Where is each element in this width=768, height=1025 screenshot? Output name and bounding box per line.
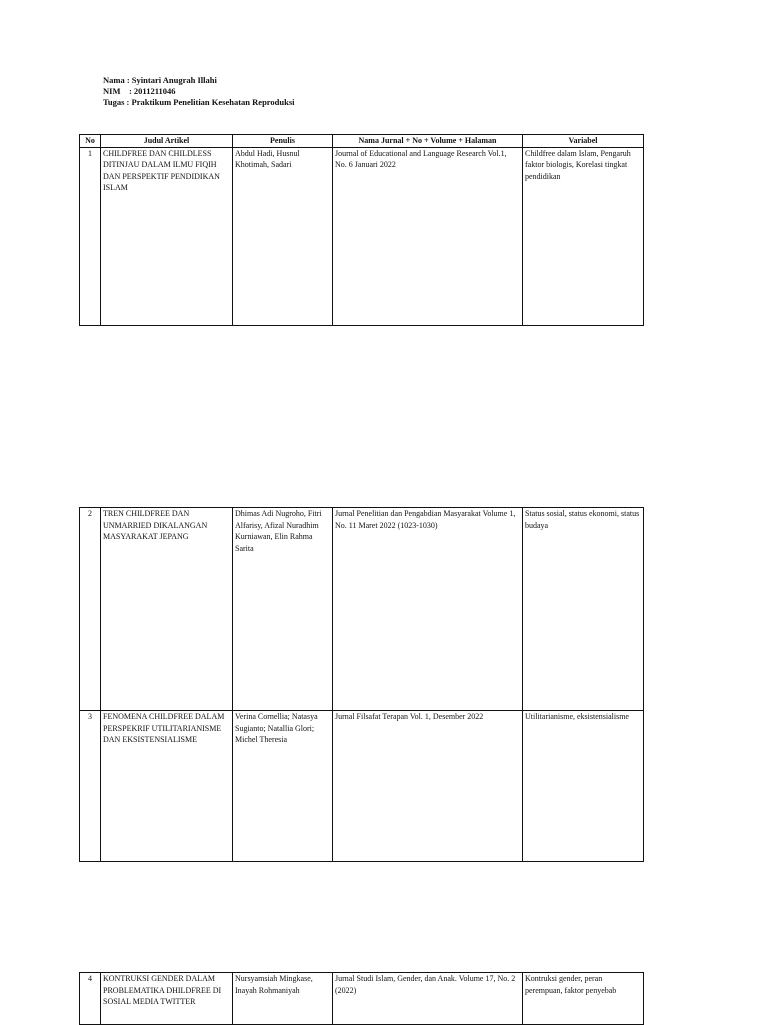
row-penulis: Dhimas Adi Nugroho, Fitri Alfarisy, Afizal Nuradhim Kurniawan, Elin Rahma Sarita	[233, 508, 333, 711]
row-variabel: Kontruksi gender, peran perempuan, faktor penyebab	[523, 973, 644, 1025]
col-header-no: No	[80, 135, 101, 148]
row-judul: CHILDFREE DAN CHILDLESS DITINJAU DALAM ILMU FIQIH DAN PERSPEKTIF PENDIDIKAN ISLAM	[101, 147, 233, 325]
row-jurnal: Jurnal Penelitian dan Pengabdian Masyarakat Volume 1, No. 11 Maret 2022 (1023-1030)	[333, 508, 523, 711]
article-table-block-2	[79, 507, 644, 862]
table-header-row	[80, 135, 644, 148]
row-variabel: Childfree dalam Islam, Pengaruh faktor biologis, Korelasi tingkat pendidikan	[523, 147, 644, 325]
row-no: 4	[80, 973, 101, 1025]
row-no: 2	[80, 508, 101, 711]
col-header-penulis: Penulis	[233, 135, 333, 148]
row-variabel: Utilitarianisme, eksistensialisme	[523, 711, 644, 862]
student-nim: NIM : 2011211046	[103, 86, 176, 96]
row-judul: KONTRUKSI GENDER DALAM PROBLEMATIKA DHILDFREE DI SOSIAL MEDIA TWITTER	[101, 973, 233, 1025]
col-header-judul: Judul Artikel	[101, 135, 233, 148]
row-judul: TREN CHILDFREE DAN UNMARRIED DIKALANGAN MASYARAKAT JEPANG	[101, 508, 233, 711]
article-table-block-3	[79, 972, 644, 1025]
col-header-variabel: Variabel	[523, 135, 644, 148]
row-penulis: Nursyamsiah Mingkase, Inayah Rohmaniyah	[233, 973, 333, 1025]
row-jurnal: Jurnal Filsafat Terapan Vol. 1, Desember 2022	[333, 711, 523, 862]
row-jurnal: Jurnal Studi Islam, Gender, dan Anak. Volume 17, No. 2 (2022)	[333, 973, 523, 1025]
row-penulis: Verina Cornellia; Natasya Sugianto; Natallia Glori; Michel Theresia	[233, 711, 333, 862]
table-row	[80, 508, 644, 711]
row-variabel: Status sosial, status ekonomi, status budaya	[523, 508, 644, 711]
row-no: 1	[80, 147, 101, 325]
table-row	[80, 147, 644, 325]
student-info-header	[103, 75, 295, 108]
row-penulis: Abdul Hadi, Husnul Khotimah, Sadari	[233, 147, 333, 325]
assignment-title: Tugas : Praktikum Penelitian Kesehatan Reproduksi	[103, 97, 295, 107]
student-name: Nama : Syintari Anugrah Illahi	[103, 75, 217, 85]
row-judul: FENOMENA CHILDFREE DALAM PERSPEKRIF UTILITARIANISME DAN EKSISTENSIALISME	[101, 711, 233, 862]
row-no: 3	[80, 711, 101, 862]
col-header-jurnal: Nama Jurnal + No + Volume + Halaman	[333, 135, 523, 148]
article-table-block-1	[79, 134, 644, 326]
table-row	[80, 711, 644, 862]
row-jurnal: Journal of Educational and Language Research Vol.1, No. 6 Januari 2022	[333, 147, 523, 325]
table-row	[80, 973, 644, 1025]
